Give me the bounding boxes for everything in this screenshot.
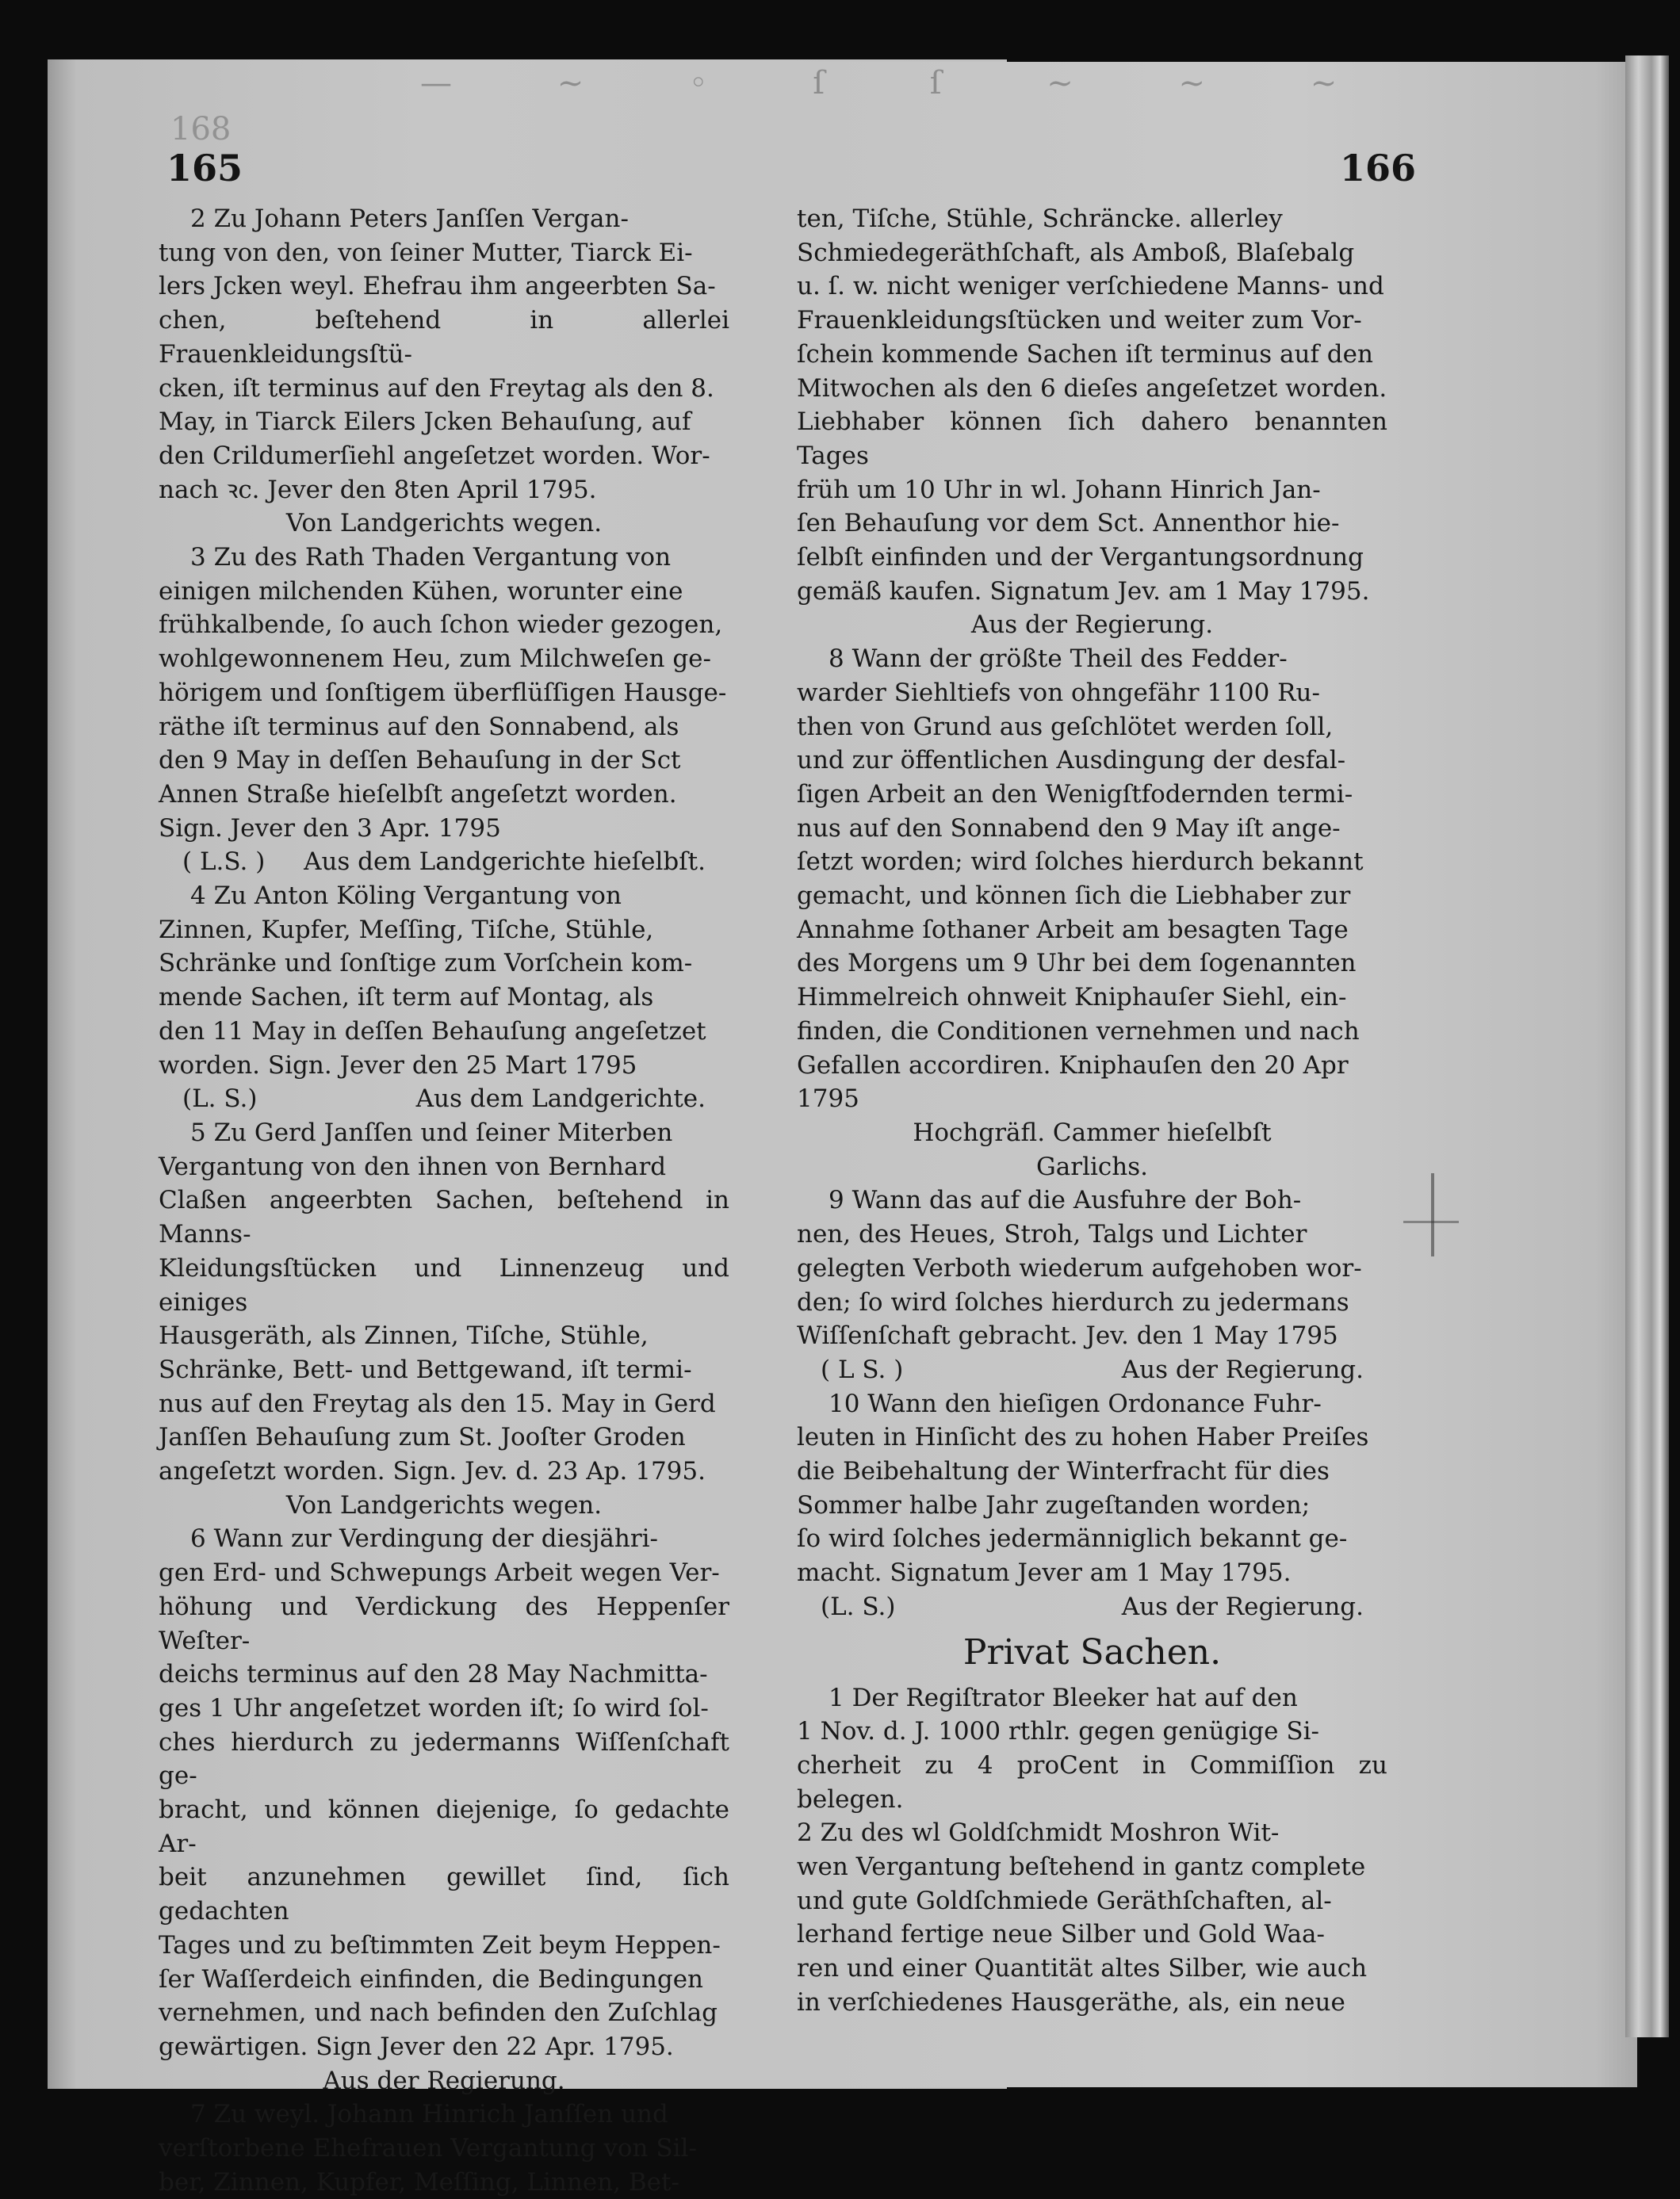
text-line: tung von den, von ſeiner Mutter, Tiarck Ei-	[159, 238, 693, 267]
text-line: 9 Wann das auf die Ausfuhre der Boh-	[829, 1186, 1302, 1215]
text-line: Schränke und ſonſtige zum Vorſchein kom-	[159, 949, 693, 978]
text-line: Tages und zu beſtimmten Zeit beym Heppen-	[159, 1930, 721, 1960]
text-line: ches hierdurch zu jedermanns Wiſſenſchaft ge-	[159, 1727, 729, 1791]
text-line: und zur öffentlichen Ausdingung der desfal-	[797, 746, 1346, 775]
notice-paragraph	[797, 1387, 1387, 1590]
text-line: den; ſo wird ſolches hierdurch zu jedermans	[797, 1287, 1349, 1317]
text-line: Annen Straße hieſelbſt angeſetzt worden.	[159, 779, 677, 809]
text-line: 2 Zu Johann Peters Janſſen Vergan-	[190, 205, 629, 233]
notice-paragraph	[159, 202, 729, 507]
text-line: 3 Zu des Rath Thaden Vergantung von	[190, 543, 672, 572]
text-line: Gefallen accordiren. Kniphauſen den 20 Apr	[797, 1050, 1349, 1080]
text-line: 1795	[797, 1084, 859, 1114]
seal-signature-row	[797, 1590, 1387, 1624]
bleed-through-header: — ~ ◦ ſ ſ ~ ~ ~	[420, 65, 1385, 101]
notice-paragraph	[797, 1184, 1387, 1353]
text-line: u. ſ. w. nicht weniger verſchiedene Manns- und	[797, 272, 1384, 301]
page-edges	[1625, 55, 1669, 2037]
text-line: früh um 10 Uhr in wl. Johann Hinrich Jan-	[797, 475, 1321, 504]
text-line: die Beibehaltung der Winterfracht für dies	[797, 1457, 1330, 1486]
notice-paragraph	[159, 2098, 729, 2199]
text-line: Wiſſenſchaft gebracht. Jev. den 1 May 1795	[797, 1321, 1338, 1351]
seal-mark: (L. S.)	[821, 1592, 896, 1621]
notice-paragraph	[159, 541, 729, 845]
text-line: und gute Goldſchmiede Geräthſchaften, al-	[797, 1886, 1332, 1915]
text-line: des Morgens um 9 Uhr bei dem ſogenannten	[797, 949, 1357, 978]
text-line: ber, Zinnen, Kupfer, Meſſing, Linnen, Bet-	[159, 2167, 679, 2197]
pencil-mark	[1431, 1173, 1434, 1256]
text-line: May, in Tiarck Eilers Jcken Behauſung, auf	[159, 407, 691, 437]
text-line: Kleidungsſtücken und Linnenzeug und einiges	[159, 1253, 729, 1317]
text-line: Liebhaber können ſich dahero benannten Tages	[797, 407, 1387, 470]
text-line: ten, Tiſche, Stühle, Schräncke. allerley	[797, 205, 1283, 233]
text-line: ſo wird ſolches jedermänniglich bekannt ge-	[797, 1524, 1348, 1554]
seal-mark: ( L.S. )	[182, 847, 266, 877]
text-line: lerhand fertige neue Silber und Gold Waa-	[797, 1920, 1325, 1949]
seal-signature-row	[159, 845, 729, 879]
seal-signature-row	[797, 1353, 1387, 1387]
text-line: räthe iſt terminus auf den Sonnabend, als	[159, 712, 679, 741]
text-line: ges 1 Uhr angeſetzet worden iſt; ſo wird ſol-	[159, 1693, 709, 1723]
text-line: gelegten Verboth wiederum aufgehoben wor-	[797, 1253, 1362, 1283]
text-line: Schränke, Bett- und Bettgewand, iſt termi-	[159, 1355, 692, 1384]
seal-mark: (L. S.)	[182, 1084, 258, 1114]
section-heading: Privat Sachen.	[962, 1631, 1222, 1673]
authority-line: Von Landgerichts wegen.	[285, 1490, 603, 1520]
text-line: 2 Zu des wl Goldſchmidt Moshron Wit-	[797, 1818, 1280, 1848]
text-line: gemäß kaufen. Signatum Jev. am 1 May 1795.	[797, 576, 1370, 606]
text-line: wohlgewonnenem Heu, zum Milchweſen ge-	[159, 644, 711, 674]
text-line: 4 Zu Anton Köling Vergantung von	[190, 882, 622, 911]
page-number-right: 166	[1340, 147, 1417, 189]
text-line: höhung und Verdickung des Heppenſer Weſter-	[159, 1592, 729, 1655]
text-line: hörigem und ſonſtigem überflüſſigen Hausge-	[159, 678, 727, 707]
text-line: warder Siehltiefs von ohngefähr 1100 Ru-	[797, 678, 1320, 707]
text-line: bracht, und können diejenige, ſo gedachte Ar-	[159, 1796, 729, 1858]
text-line: then von Grund aus geſchlötet werden ſoll,	[797, 712, 1334, 741]
text-line: 1 Der Regiſtrator Bleeker hat auf den	[829, 1683, 1298, 1712]
seal-signature-row	[159, 1082, 729, 1116]
text-line: gewärtigen. Sign Jever den 22 Apr. 1795.	[159, 2032, 674, 2061]
text-line: Himmelreich ohnweit Kniphauſer Siehl, ein-	[797, 983, 1347, 1012]
text-line: verſtorbene Ehefrauen Vergantung von Sil-	[159, 2134, 697, 2163]
authority-line: Aus dem Landgerichte hieſelbſt.	[304, 847, 706, 877]
text-line: vernehmen, und nach befinden den Zuſchlag	[159, 1998, 718, 2028]
notice-paragraph	[159, 879, 729, 1082]
notice-paragraph	[797, 202, 1387, 608]
text-line: Vergantung von den ihnen von Bernhard	[159, 1152, 667, 1181]
text-line: leuten in Hinſicht des zu hohen Haber Preiſes	[797, 1423, 1369, 1452]
text-line: Sign. Jever den 3 Apr. 1795	[159, 813, 501, 843]
text-line: einigen milchenden Kühen, worunter eine	[159, 576, 683, 606]
authority-line: Garlichs.	[1036, 1152, 1148, 1181]
text-line: ſelbſt einfinden und der Vergantungsordnung	[797, 543, 1364, 572]
authority-line: Aus der Regierung.	[323, 2066, 565, 2095]
authority-line: Hochgräfl. Cammer hieſelbſt	[913, 1118, 1272, 1147]
notice-paragraph	[797, 1681, 1387, 2020]
text-line: Hausgeräth, als Zinnen, Tiſche, Stühle,	[159, 1321, 649, 1351]
text-line: ſetzt worden; wird ſolches hierdurch bekannt	[797, 847, 1364, 877]
text-line: 7 Zu weyl. Johann Hinrich Janſſen und	[190, 2100, 668, 2129]
text-line: nus auf den Sonnabend den 9 May iſt ange-	[797, 813, 1341, 843]
authority-line: Aus der Regierung.	[970, 610, 1214, 640]
notice-paragraph	[797, 642, 1387, 1116]
text-line: wen Vergantung beſtehend in gantz complete	[797, 1853, 1366, 1882]
text-line: chen, beſtehend in allerlei Frauenkleidungsſtü-	[159, 306, 729, 369]
text-line: finden, die Conditionen vernehmen und nach	[797, 1016, 1360, 1046]
text-line: Mitwochen als den 6 dieſes angeſetzet worden.	[797, 373, 1387, 403]
text-line: angeſetzt worden. Sign. Jev. d. 23 Ap. 1795.	[159, 1457, 706, 1486]
text-line: cken, iſt terminus auf den Freytag als den 8.	[159, 373, 714, 403]
text-line: den Crildumerſiehl angeſetzet worden. Wor-	[159, 441, 710, 470]
bleed-through-page-number: 168	[170, 111, 232, 147]
text-line: macht. Signatum Jever am 1 May 1795.	[797, 1558, 1292, 1588]
text-line: den 9 May in deſſen Behauſung in der Sct	[159, 746, 681, 775]
text-line: 6 Wann zur Verdingung der diesjähri-	[190, 1524, 659, 1554]
text-line: cherheit zu 4 proCent in Commiſſion zu belegen.	[797, 1750, 1387, 1814]
text-line: nach ꝛc. Jever den 8ten April 1795.	[159, 475, 597, 504]
right-column	[797, 202, 1387, 2020]
text-line: Zinnen, Kupfer, Meſſing, Tiſche, Stühle,	[159, 915, 654, 944]
page-number-left: 165	[166, 147, 243, 189]
text-line: gemacht, und können ſich die Liebhaber zur	[797, 882, 1351, 911]
pencil-mark-cross	[1403, 1221, 1459, 1223]
authority-line: Aus dem Landgerichte.	[415, 1084, 706, 1114]
text-line: Annahme ſothaner Arbeit am besagten Tage	[797, 915, 1349, 944]
text-line: Claßen angeerbten Sachen, beſtehend in Manns-	[159, 1186, 729, 1249]
text-line: frühkalbende, ſo auch ſchon wieder gezogen,	[159, 610, 723, 640]
text-line: ſchein kommende Sachen iſt terminus auf den	[797, 339, 1373, 369]
text-line: 8 Wann der größte Theil des Fedder-	[829, 644, 1288, 674]
text-line: Frauenkleidungsſtücken und weiter zum Vor-	[797, 306, 1362, 335]
text-line: beit anzunehmen gewillet ſind, ſich gedachten	[159, 1863, 729, 1926]
notice-paragraph	[159, 1522, 729, 2063]
text-line: 5 Zu Gerd Janſſen und ſeiner Miterben	[190, 1118, 673, 1147]
text-line: 1 Nov. d. J. 1000 rthlr. gegen genügige Si-	[797, 1717, 1319, 1746]
text-line: Sommer halbe Jahr zugeſtanden worden;	[797, 1490, 1311, 1520]
text-line: in verſchiedenes Hausgeräthe, als, ein neue	[797, 1987, 1345, 2017]
text-line: nen, des Heues, Stroh, Talgs und Lichter	[797, 1220, 1307, 1249]
notice-paragraph	[159, 1116, 729, 1489]
authority-line: Aus der Regierung.	[1121, 1355, 1364, 1384]
text-line: Schmiedegeräthſchaft, als Amboß, Blaſebalg	[797, 238, 1355, 267]
text-line: 10 Wann den hieſigen Ordonance Fuhr-	[829, 1389, 1322, 1418]
text-line: ſigen Arbeit an den Wenigſtfodernden termi-	[797, 779, 1353, 809]
text-line: ren und einer Quantität altes Silber, wie auch	[797, 1954, 1368, 1983]
text-line: ſen Behauſung vor dem Sct. Annenthor hie-	[797, 509, 1340, 538]
left-column	[159, 202, 729, 2199]
text-line: ſer Waſſerdeich einfinden, die Bedingungen	[159, 1964, 704, 1994]
text-line: den 11 May in deſſen Behauſung angeſetzet	[159, 1016, 706, 1046]
text-line: Janſſen Behauſung zum St. Jooſter Groden	[159, 1423, 686, 1452]
text-line: nus auf den Freytag als den 15. May in Gerd	[159, 1389, 716, 1418]
text-line: worden. Sign. Jever den 25 Mart 1795	[159, 1050, 637, 1080]
text-line: deichs terminus auf den 28 May Nachmitta-	[159, 1660, 708, 1689]
text-line: lers Jcken weyl. Ehefrau ihm angeerbten Sa-	[159, 272, 716, 301]
authority-line: Von Landgerichts wegen.	[285, 509, 603, 538]
text-line: gen Erd- und Schwepungs Arbeit wegen Ver-	[159, 1558, 720, 1588]
authority-line: Aus der Regierung.	[1121, 1592, 1364, 1621]
text-line: mende Sachen, iſt term auf Montag, als	[159, 983, 654, 1012]
seal-mark: ( L S. )	[821, 1355, 904, 1384]
